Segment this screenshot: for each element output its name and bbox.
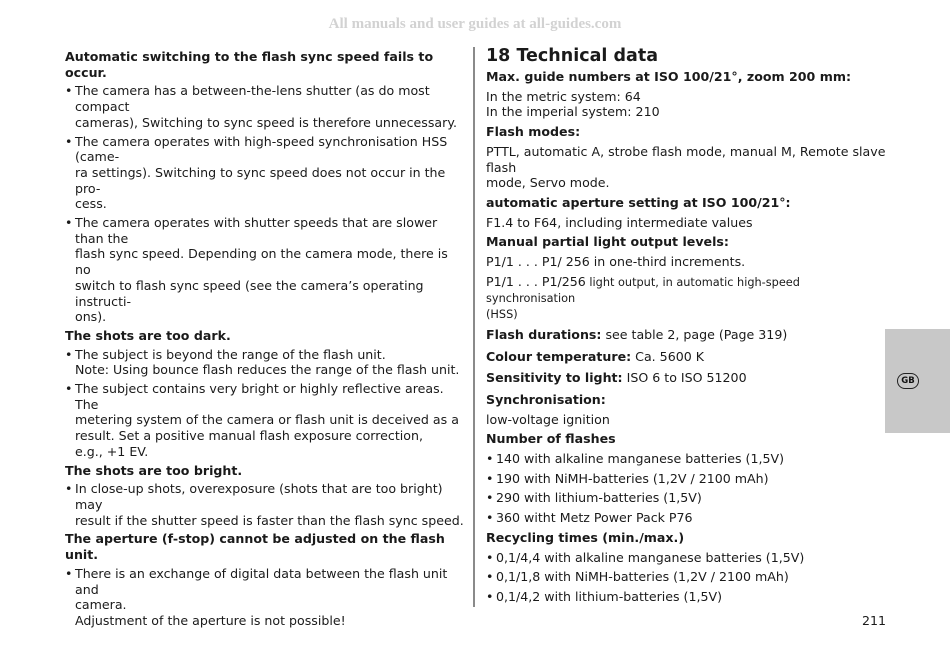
text-line: P1/1 . . . P1/256: [486, 273, 586, 289]
column-divider: [473, 47, 475, 607]
text-line: light output, in automatic high-speed synchronisation: [486, 275, 800, 306]
language-badge: GB: [897, 373, 919, 389]
bullet-item: [65, 381, 465, 460]
synchronisation-heading: Synchronisation:: [486, 391, 606, 407]
bullet-line: • The subject contains very bright or highly reflective areas. The: [75, 381, 444, 412]
bullet-line: • In close-up shots, overexposure (shots that are too bright) may: [75, 481, 443, 512]
flash-modes-heading: Flash modes:: [486, 124, 581, 140]
partial-output-value: P1/1 . . . P1/ 256 in one-third increments.: [486, 254, 746, 270]
bullet-line: Note: Using bounce flash reduces the range of the flash unit.: [75, 362, 460, 378]
bullet-line: ons).: [75, 309, 107, 325]
page-number: 211: [862, 613, 887, 628]
troubleshooting-column: [65, 46, 465, 632]
bullet-line: result if the shutter speed is faster than the flash sync speed.: [75, 512, 464, 528]
guide-numbers-heading: Max. guide numbers at ISO 100/21°, zoom 200 mm:: [486, 69, 851, 84]
list-item: • 0,1/1,8 with NiMH-batteries (1,2V / 2100 mAh): [486, 569, 886, 585]
flash-durations-label: Flash durations:: [486, 326, 602, 342]
bullet-line: camera.: [75, 597, 127, 613]
flash-durations-row: [486, 327, 886, 343]
technical-data-column: [486, 46, 886, 609]
list-item: • 360 witht Metz Power Pack P76: [486, 510, 886, 526]
bullet-item: [65, 83, 465, 130]
number-of-flashes-heading: Number of flashes: [486, 431, 616, 447]
aperture-heading: automatic aperture setting at ISO 100/21°:: [486, 194, 791, 210]
heading-sync-fail: Automatic switching to the flash sync speed fails to occur.: [65, 49, 434, 80]
list-item: • 140 with alkaline manganese batteries (1,5V): [486, 451, 886, 467]
text-line: PTTL, automatic A, strobe flash mode, manual M, Remote slave flash: [486, 143, 886, 175]
bullet-line: e.g., +1 EV.: [75, 443, 149, 459]
bullet-line: metering system of the camera or flash unit is deceived as a: [75, 412, 459, 428]
bullet-item: [65, 566, 465, 629]
colour-temperature-value: Ca. 5600 K: [631, 348, 704, 364]
heading-too-dark: The shots are too dark.: [65, 327, 231, 343]
guide-imperial: In the imperial system: 210: [486, 104, 660, 120]
bullet-line: • The camera has a between-the-lens shutter (as do most compact: [75, 83, 430, 115]
heading-aperture: The aperture (f-stop) cannot be adjusted on the flash unit.: [65, 531, 445, 563]
guide-numbers-values: [486, 89, 886, 120]
partial-output-hss: [486, 274, 886, 323]
bullet-line: • The camera operates with shutter speeds that are slower than the: [75, 215, 438, 246]
heading-too-bright: The shots are too bright.: [65, 462, 243, 478]
flash-modes-values: [486, 144, 886, 191]
text-line: mode, Servo mode.: [486, 175, 610, 191]
list-item: • 290 with lithium-batteries (1,5V): [486, 490, 886, 506]
bullet-item: [65, 215, 465, 325]
colour-temperature-row: [486, 349, 886, 365]
aperture-value: F1.4 to F64, including intermediate values: [486, 214, 753, 230]
bullet-line: switch to flash sync speed (see the camera’s operating instructi-: [75, 277, 424, 309]
recycling-times-heading: Recycling times (min./max.): [486, 529, 685, 545]
section-title: 18 Technical data: [486, 46, 659, 66]
bullet-line: • The camera operates with high-speed synchronisation HSS (came-: [75, 133, 448, 165]
bullet-line: Adjustment of the aperture is not possible!: [75, 612, 346, 628]
text-line: (HSS): [486, 308, 518, 322]
bullet-line: flash sync speed. Depending on the camera mode, there is no: [75, 246, 448, 278]
bullet-line: • The subject is beyond the range of the flash unit.: [75, 346, 386, 362]
bullet-line: • There is an exchange of digital data between the flash unit and: [75, 565, 448, 597]
bullet-item: [65, 134, 465, 213]
watermark-text: All manuals and user guides at all-guides.com: [328, 16, 622, 32]
sensitivity-label: Sensitivity to light:: [486, 370, 623, 386]
sensitivity-value: ISO 6 to ISO 51200: [622, 370, 747, 386]
synchronisation-value: low-voltage ignition: [486, 411, 610, 427]
list-item: • 0,1/4,4 with alkaline manganese batteries (1,5V): [486, 550, 886, 566]
partial-output-heading: Manual partial light output levels:: [486, 234, 729, 250]
guide-metric: In the metric system: 64: [486, 88, 641, 104]
sensitivity-row: [486, 370, 886, 386]
bullet-item: [65, 347, 465, 378]
list-item: • 190 with NiMH-batteries (1,2V / 2100 mAh): [486, 471, 886, 487]
bullet-line: result. Set a positive manual flash exposure correction,: [75, 428, 423, 444]
flash-durations-value: see table 2, page (Page 319): [601, 326, 788, 342]
bullet-item: [65, 481, 465, 528]
colour-temperature-label: Colour temperature:: [486, 348, 632, 364]
bullet-line: ra settings). Switching to sync speed does not occur in the pro-: [75, 164, 446, 196]
bullet-line: cess.: [75, 196, 107, 212]
bullet-line: cameras), Switching to sync speed is therefore unnecessary.: [75, 114, 457, 130]
list-item: • 0,1/4,2 with lithium-batteries (1,5V): [486, 589, 886, 605]
